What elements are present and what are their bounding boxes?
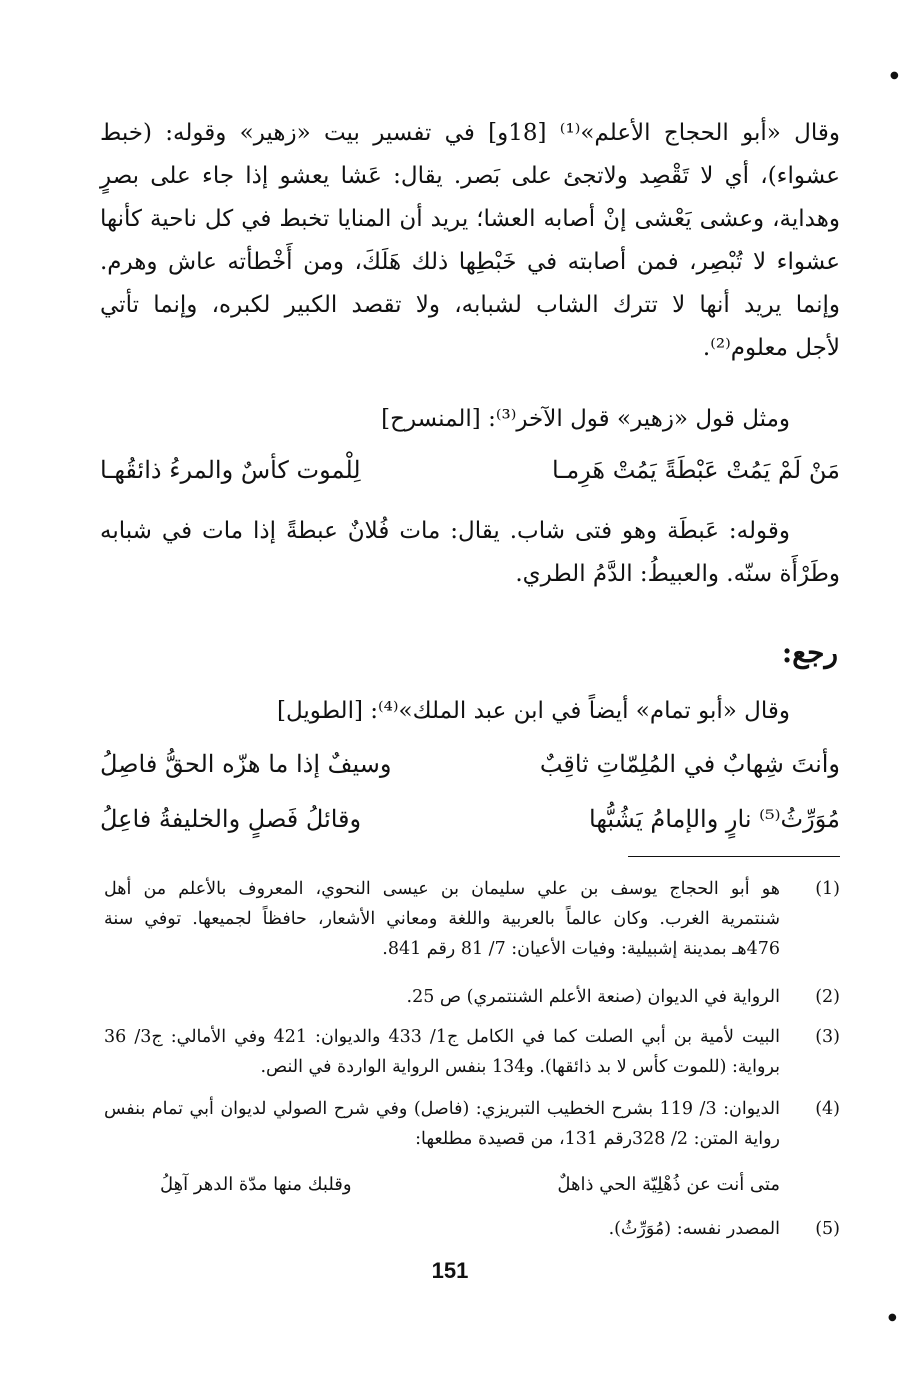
scan-mark-top: ● <box>890 70 899 81</box>
text-line: عشواء)، أي لا تَقْصِد ولاتجئ على بَصر. يقال: عَشا يعشو إذا جاء على بصرٍ <box>100 163 840 189</box>
footnote-line: 476هـ بمدينة إشبيلية: وفيات الأعيان: 7/ 81 رقم 841. <box>382 939 780 959</box>
footnote-line: هو أبو الحجاج يوسف بن علي سليمان بن عيسى النحوي، المعروف بالأعلم من أهل <box>104 879 780 899</box>
text-line: وإنما يريد أنها لا تترك الشاب لشبابه، ولا تقصد الكبير لكبره، وإنما تأتي <box>100 292 840 318</box>
footnote-4 <box>104 1094 840 1154</box>
footnote-number: (3) <box>815 1027 840 1047</box>
verse-first-hemistich: متى أنت عن ذُهْلِيّة الحي ذاهلٌ <box>557 1174 780 1195</box>
footnote-body <box>104 874 780 964</box>
footnote-body <box>104 1094 780 1154</box>
verse-second-hemistich: وقائلُ فَصلٍ والخليفةُ فاعِلُ <box>100 805 362 833</box>
text-line: ومثل قول «زهير» قول الآخر⁽³⁾: [المنسرح] <box>381 406 790 432</box>
text-line: وهداية، وعشى يَعْشى إنْ أصابه العشا؛ يريد أن المنايا تخبط في كل ناحية كأنها <box>100 206 840 232</box>
footnote-number: (2) <box>815 987 840 1007</box>
poem-verse-3 <box>100 795 840 843</box>
verse-second-hemistich: لِلْموت كأسٌ والمرءُ ذائقُهـا <box>100 456 361 484</box>
page-number: 151 <box>431 1258 469 1283</box>
verse-intro-1 <box>100 398 840 441</box>
main-paragraph-1 <box>100 112 840 370</box>
footnote-line: الديوان: 3/ 119 بشرح الخطيب التبريزي: (فاصل) وفي شرح الصولي لديوان أبي تمام بنفس <box>104 1099 780 1119</box>
text-line: لأجل معلوم⁽²⁾. <box>702 335 840 361</box>
footnote-number: (5) <box>815 1219 840 1239</box>
text-line: وقال «أبو الحجاج الأعلم»⁽¹⁾ [18و] في تفسير بيت «زهير» وقوله: (خبط <box>100 120 840 146</box>
footnote-body <box>104 1022 780 1082</box>
poem-verse-1 <box>100 446 840 494</box>
footnote-line: برواية: (للموت كأس لا بد ذائقها). و134 بنفس الرواية الواردة في النص. <box>260 1057 780 1077</box>
text-line: وطَرْأَة سنّه. والعبيطُ: الدَّمُ الطري. <box>515 561 840 587</box>
section-heading: رجع: <box>781 636 838 669</box>
verse-first-hemistich: مَنْ لَمْ يَمُتْ عَبْطَةً يَمُتْ هَرِمـا <box>551 456 840 484</box>
verse-intro-2 <box>100 690 840 733</box>
footnote-1 <box>104 874 840 964</box>
footnote-number: (1) <box>815 879 840 899</box>
footnote-body <box>104 1214 780 1244</box>
footnote-line: الرواية في الديوان (صنعة الأعلم الشنتمري) ص 25. <box>406 987 780 1007</box>
footnote-body <box>104 982 780 1012</box>
footnote-line: شنتمرية الغرب. وكان عالماً بالعربية واللغة ومعاني الأشعار، حافظاً لجميعها. توفي سنة <box>104 909 780 929</box>
footnote-line: البيت لأمية بن أبي الصلت كما في الكامل ج1/ 433 والديوان: 421 وفي الأمالي: ج3/ 36 <box>104 1027 780 1047</box>
verse-first-hemistich: وأنتَ شِهابٌ في المُلِمّاتِ ثاقِبٌ <box>539 750 840 778</box>
footnote-5 <box>104 1214 840 1244</box>
main-paragraph-2 <box>100 510 840 596</box>
text-line: وقال «أبو تمام» أيضاً في ابن عبد الملك»⁽⁴⁾: [الطويل] <box>277 698 790 724</box>
footnote-2 <box>104 982 840 1012</box>
text-line: عشواء لا تُبْصِر، فمن أصابته في خَبْطِها ذلك هَلَكَ، ومن أَخْطأته عاش وهرم. <box>100 249 840 275</box>
scan-mark-bottom: ● <box>888 1312 897 1323</box>
footnote-3 <box>104 1022 840 1082</box>
poem-verse-2 <box>100 740 840 788</box>
footnote-number: (4) <box>815 1099 840 1119</box>
footnote-line: رواية المتن: 2/ 328رقم 131، من قصيدة مطلعها: <box>415 1129 780 1149</box>
footnote-poem-verse <box>160 1174 780 1195</box>
footnote-separator <box>628 856 840 857</box>
footnote-line: المصدر نفسه: (مُوَرِّثُ). <box>608 1219 780 1239</box>
verse-second-hemistich: وقلبك منها مدّة الدهر آهِلُ <box>160 1174 352 1195</box>
verse-second-hemistich: وسيفٌ إذا ما هزّه الحقُّ فاصِلُ <box>100 750 392 778</box>
verse-first-hemistich: مُوَرِّثُ⁽⁵⁾ نارٍ والإمامُ يَشُبُّها <box>589 805 840 833</box>
text-line: وقوله: عَبطَة وهو فتى شاب. يقال: مات فُلانٌ عبطةً إذا مات في شبابه <box>100 518 790 544</box>
